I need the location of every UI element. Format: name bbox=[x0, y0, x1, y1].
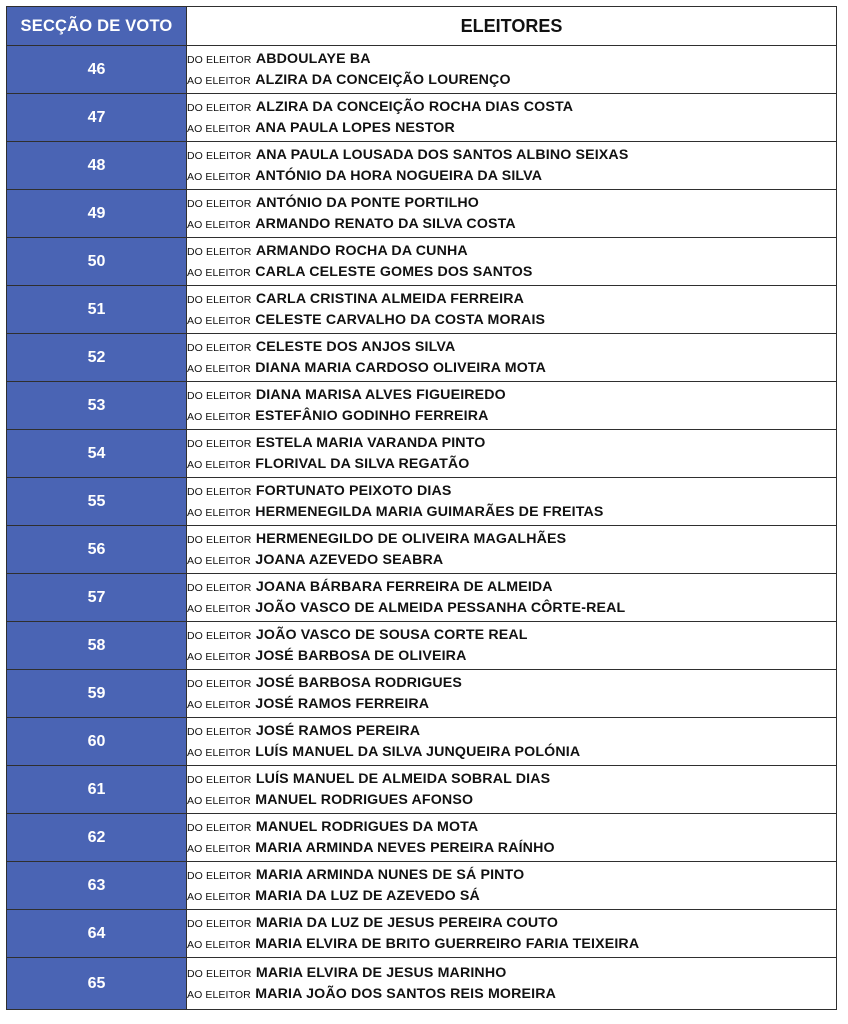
from-voter-line bbox=[187, 865, 836, 886]
table-row bbox=[7, 382, 837, 430]
voter-range-cell bbox=[187, 238, 837, 286]
from-label: DO ELEITOR bbox=[187, 389, 252, 402]
voter-range-cell bbox=[187, 670, 837, 718]
section-number: 52 bbox=[7, 334, 187, 382]
to-voter-name: JOANA AZEVEDO SEABRA bbox=[255, 551, 444, 568]
to-voter-name: MARIA JOÃO DOS SANTOS REIS MOREIRA bbox=[255, 985, 556, 1002]
section-number: 65 bbox=[7, 958, 187, 1010]
from-label: DO ELEITOR bbox=[187, 725, 252, 738]
table-row bbox=[7, 46, 837, 94]
voter-range-cell bbox=[187, 862, 837, 910]
from-label: DO ELEITOR bbox=[187, 149, 252, 162]
from-voter-name: JOSÉ BARBOSA RODRIGUES bbox=[255, 674, 463, 691]
from-label: DO ELEITOR bbox=[187, 101, 252, 114]
to-label: AO ELEITOR bbox=[187, 794, 251, 807]
to-voter-name: CELESTE CARVALHO DA COSTA MORAIS bbox=[255, 311, 546, 328]
to-label: AO ELEITOR bbox=[187, 314, 251, 327]
to-label: AO ELEITOR bbox=[187, 122, 251, 135]
table-row bbox=[7, 766, 837, 814]
from-voter-line bbox=[187, 963, 836, 984]
from-voter-name: JOSÉ RAMOS PEREIRA bbox=[255, 722, 421, 739]
from-voter-line bbox=[187, 289, 836, 310]
from-voter-name: HERMENEGILDO DE OLIVEIRA MAGALHÃES bbox=[255, 530, 567, 547]
voter-range-cell bbox=[187, 526, 837, 574]
from-voter-name: ANTÓNIO DA PONTE PORTILHO bbox=[255, 194, 479, 211]
from-label: DO ELEITOR bbox=[187, 197, 252, 210]
voter-range-cell bbox=[187, 814, 837, 862]
table-header-row bbox=[7, 7, 837, 46]
from-voter-line bbox=[187, 913, 836, 934]
from-label: DO ELEITOR bbox=[187, 869, 252, 882]
from-voter-name: CARLA CRISTINA ALMEIDA FERREIRA bbox=[255, 290, 525, 307]
from-voter-name: ESTELA MARIA VARANDA PINTO bbox=[255, 434, 486, 451]
to-label: AO ELEITOR bbox=[187, 218, 251, 231]
to-label: AO ELEITOR bbox=[187, 938, 251, 951]
from-voter-name: ANA PAULA LOUSADA DOS SANTOS ALBINO SEIXAS bbox=[255, 146, 629, 163]
to-voter-line bbox=[187, 934, 836, 955]
from-voter-line bbox=[187, 625, 836, 646]
to-label: AO ELEITOR bbox=[187, 890, 251, 903]
to-voter-name: ESTEFÂNIO GODINHO FERREIRA bbox=[255, 407, 489, 424]
to-voter-line bbox=[187, 838, 836, 859]
from-label: DO ELEITOR bbox=[187, 821, 252, 834]
voter-range-cell bbox=[187, 46, 837, 94]
from-voter-name: MANUEL RODRIGUES DA MOTA bbox=[255, 818, 479, 835]
from-label: DO ELEITOR bbox=[187, 773, 252, 786]
to-voter-line bbox=[187, 598, 836, 619]
voter-range-cell bbox=[187, 334, 837, 382]
voter-range-cell bbox=[187, 430, 837, 478]
to-voter-line bbox=[187, 358, 836, 379]
to-voter-name: ALZIRA DA CONCEIÇÃO LOURENÇO bbox=[255, 71, 511, 88]
header-eleitores: ELEITORES bbox=[187, 7, 837, 46]
to-label: AO ELEITOR bbox=[187, 362, 251, 375]
section-number: 57 bbox=[7, 574, 187, 622]
section-number: 55 bbox=[7, 478, 187, 526]
to-voter-name: MARIA ELVIRA DE BRITO GUERREIRO FARIA TEIXEIRA bbox=[255, 935, 640, 952]
to-label: AO ELEITOR bbox=[187, 554, 251, 567]
to-label: AO ELEITOR bbox=[187, 988, 251, 1001]
table-row bbox=[7, 286, 837, 334]
to-label: AO ELEITOR bbox=[187, 506, 251, 519]
from-voter-line bbox=[187, 337, 836, 358]
table-body bbox=[7, 46, 837, 1010]
table-row bbox=[7, 574, 837, 622]
voter-range-cell bbox=[187, 286, 837, 334]
to-voter-line bbox=[187, 166, 836, 187]
to-voter-line bbox=[187, 550, 836, 571]
table-row bbox=[7, 958, 837, 1010]
to-voter-line bbox=[187, 502, 836, 523]
from-voter-line bbox=[187, 241, 836, 262]
voter-range-cell bbox=[187, 478, 837, 526]
table-row bbox=[7, 238, 837, 286]
section-number: 62 bbox=[7, 814, 187, 862]
from-label: DO ELEITOR bbox=[187, 293, 252, 306]
from-label: DO ELEITOR bbox=[187, 53, 252, 66]
from-voter-name: JOÃO VASCO DE SOUSA CORTE REAL bbox=[255, 626, 528, 643]
voter-range-cell bbox=[187, 382, 837, 430]
from-label: DO ELEITOR bbox=[187, 341, 252, 354]
to-voter-name: ANA PAULA LOPES NESTOR bbox=[255, 119, 455, 136]
section-number: 49 bbox=[7, 190, 187, 238]
voter-range-cell bbox=[187, 94, 837, 142]
to-voter-name: LUÍS MANUEL DA SILVA JUNQUEIRA POLÓNIA bbox=[255, 743, 581, 760]
to-voter-name: CARLA CELESTE GOMES DOS SANTOS bbox=[255, 263, 533, 280]
from-label: DO ELEITOR bbox=[187, 485, 252, 498]
header-seccao-de-voto: SECÇÃO DE VOTO bbox=[7, 7, 187, 46]
from-voter-line bbox=[187, 769, 836, 790]
to-voter-name: FLORIVAL DA SILVA REGATÃO bbox=[255, 455, 470, 472]
to-voter-name: JOSÉ RAMOS FERREIRA bbox=[255, 695, 430, 712]
from-label: DO ELEITOR bbox=[187, 917, 252, 930]
voter-sections-table bbox=[6, 6, 837, 1010]
voter-range-cell bbox=[187, 766, 837, 814]
to-voter-name: HERMENEGILDA MARIA GUIMARÃES DE FREITAS bbox=[255, 503, 604, 520]
voter-sections-sheet bbox=[6, 6, 836, 1010]
section-number: 54 bbox=[7, 430, 187, 478]
from-voter-line bbox=[187, 193, 836, 214]
voter-range-cell bbox=[187, 958, 837, 1010]
section-number: 56 bbox=[7, 526, 187, 574]
to-voter-name: ANTÓNIO DA HORA NOGUEIRA DA SILVA bbox=[255, 167, 543, 184]
section-number: 47 bbox=[7, 94, 187, 142]
section-number: 46 bbox=[7, 46, 187, 94]
to-voter-name: MARIA ARMINDA NEVES PEREIRA RAÍNHO bbox=[255, 839, 555, 856]
section-number: 58 bbox=[7, 622, 187, 670]
to-label: AO ELEITOR bbox=[187, 74, 251, 87]
table-row bbox=[7, 910, 837, 958]
to-label: AO ELEITOR bbox=[187, 266, 251, 279]
section-number: 50 bbox=[7, 238, 187, 286]
to-label: AO ELEITOR bbox=[187, 698, 251, 711]
to-voter-line bbox=[187, 310, 836, 331]
from-voter-line bbox=[187, 145, 836, 166]
section-number: 59 bbox=[7, 670, 187, 718]
table-row bbox=[7, 670, 837, 718]
from-voter-name: DIANA MARISA ALVES FIGUEIREDO bbox=[255, 386, 506, 403]
voter-range-cell bbox=[187, 574, 837, 622]
from-voter-line bbox=[187, 49, 836, 70]
from-voter-name: LUÍS MANUEL DE ALMEIDA SOBRAL DIAS bbox=[255, 770, 551, 787]
from-voter-line bbox=[187, 817, 836, 838]
from-voter-line bbox=[187, 481, 836, 502]
voter-range-cell bbox=[187, 142, 837, 190]
section-number: 64 bbox=[7, 910, 187, 958]
to-label: AO ELEITOR bbox=[187, 458, 251, 471]
from-voter-name: ABDOULAYE BA bbox=[255, 50, 371, 67]
to-voter-name: JOSÉ BARBOSA DE OLIVEIRA bbox=[255, 647, 467, 664]
from-voter-name: ARMANDO ROCHA DA CUNHA bbox=[255, 242, 468, 259]
to-voter-line bbox=[187, 984, 836, 1005]
to-voter-line bbox=[187, 262, 836, 283]
from-voter-name: ALZIRA DA CONCEIÇÃO ROCHA DIAS COSTA bbox=[255, 98, 574, 115]
section-number: 60 bbox=[7, 718, 187, 766]
to-voter-line bbox=[187, 646, 836, 667]
to-voter-line bbox=[187, 790, 836, 811]
from-voter-name: MARIA ELVIRA DE JESUS MARINHO bbox=[255, 964, 507, 981]
table-row bbox=[7, 622, 837, 670]
to-voter-line bbox=[187, 406, 836, 427]
from-voter-name: JOANA BÁRBARA FERREIRA DE ALMEIDA bbox=[255, 578, 553, 595]
to-label: AO ELEITOR bbox=[187, 602, 251, 615]
from-voter-line bbox=[187, 97, 836, 118]
from-voter-line bbox=[187, 385, 836, 406]
to-voter-line bbox=[187, 886, 836, 907]
voter-range-cell bbox=[187, 190, 837, 238]
table-row bbox=[7, 430, 837, 478]
from-label: DO ELEITOR bbox=[187, 437, 252, 450]
table-row bbox=[7, 814, 837, 862]
from-label: DO ELEITOR bbox=[187, 967, 252, 980]
to-voter-name: JOÃO VASCO DE ALMEIDA PESSANHA CÔRTE-REAL bbox=[255, 599, 626, 616]
to-voter-line bbox=[187, 454, 836, 475]
voter-range-cell bbox=[187, 718, 837, 766]
to-voter-name: MARIA DA LUZ DE AZEVEDO SÁ bbox=[255, 887, 480, 904]
from-voter-line bbox=[187, 577, 836, 598]
from-voter-name: MARIA DA LUZ DE JESUS PEREIRA COUTO bbox=[255, 914, 559, 931]
from-voter-line bbox=[187, 721, 836, 742]
to-voter-line bbox=[187, 118, 836, 139]
to-label: AO ELEITOR bbox=[187, 650, 251, 663]
table-row bbox=[7, 718, 837, 766]
section-number: 48 bbox=[7, 142, 187, 190]
voter-range-cell bbox=[187, 910, 837, 958]
to-voter-line bbox=[187, 694, 836, 715]
section-number: 61 bbox=[7, 766, 187, 814]
from-label: DO ELEITOR bbox=[187, 629, 252, 642]
from-voter-line bbox=[187, 433, 836, 454]
from-voter-line bbox=[187, 529, 836, 550]
to-voter-line bbox=[187, 742, 836, 763]
table-row bbox=[7, 478, 837, 526]
from-voter-line bbox=[187, 673, 836, 694]
to-voter-name: ARMANDO RENATO DA SILVA COSTA bbox=[255, 215, 516, 232]
table-row bbox=[7, 190, 837, 238]
to-label: AO ELEITOR bbox=[187, 842, 251, 855]
from-voter-name: FORTUNATO PEIXOTO DIAS bbox=[255, 482, 452, 499]
from-voter-name: MARIA ARMINDA NUNES DE SÁ PINTO bbox=[255, 866, 525, 883]
from-label: DO ELEITOR bbox=[187, 677, 252, 690]
table-row bbox=[7, 142, 837, 190]
to-label: AO ELEITOR bbox=[187, 410, 251, 423]
from-label: DO ELEITOR bbox=[187, 533, 252, 546]
section-number: 51 bbox=[7, 286, 187, 334]
from-voter-name: CELESTE DOS ANJOS SILVA bbox=[255, 338, 456, 355]
voter-range-cell bbox=[187, 622, 837, 670]
from-label: DO ELEITOR bbox=[187, 581, 252, 594]
section-number: 63 bbox=[7, 862, 187, 910]
to-voter-line bbox=[187, 214, 836, 235]
to-voter-name: DIANA MARIA CARDOSO OLIVEIRA MOTA bbox=[255, 359, 547, 376]
section-number: 53 bbox=[7, 382, 187, 430]
table-row bbox=[7, 862, 837, 910]
table-row bbox=[7, 526, 837, 574]
to-label: AO ELEITOR bbox=[187, 170, 251, 183]
table-row bbox=[7, 94, 837, 142]
from-label: DO ELEITOR bbox=[187, 245, 252, 258]
table-row bbox=[7, 334, 837, 382]
to-label: AO ELEITOR bbox=[187, 746, 251, 759]
to-voter-line bbox=[187, 70, 836, 91]
to-voter-name: MANUEL RODRIGUES AFONSO bbox=[255, 791, 474, 808]
